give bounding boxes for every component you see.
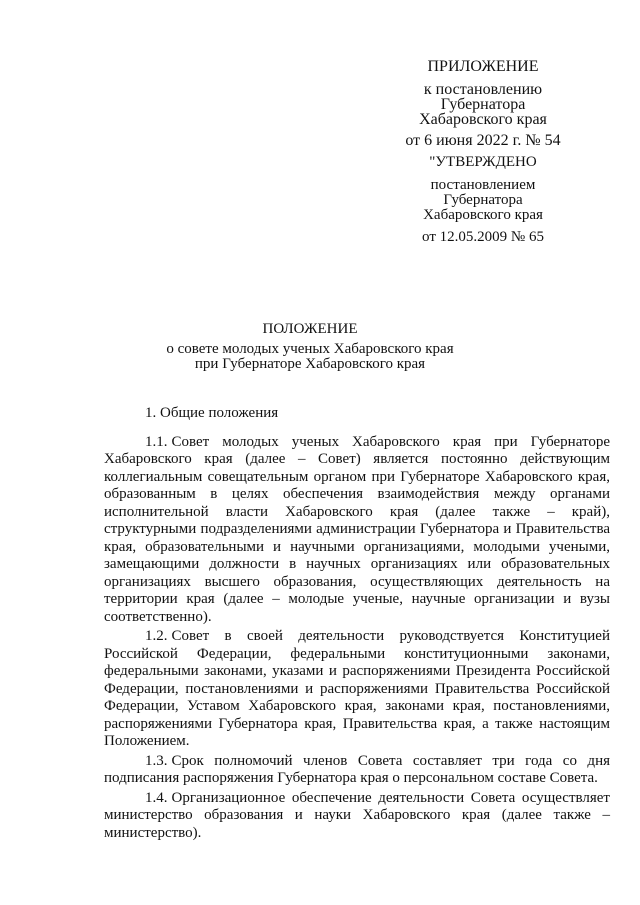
appendix-block: [388, 58, 578, 148]
paragraph-number: 1.2.: [145, 628, 168, 644]
appendix-date: от 6 июня 2022 г. № 54: [405, 132, 561, 149]
approved-line: постановлением: [430, 177, 536, 193]
paragraph-text: Срок полномочий членов Совета составляет три года со дня подписания распоряжения Губернатора края о персональном составе Совета.: [104, 752, 610, 786]
paragraph-text: Совет молодых ученых Хабаровского края при Губернаторе Хабаровского края (далее – Совет) является постоянно действующим коллегиальным совещательным органом при Губернаторе Хабаровского края, образованным в целях обеспечения взаимодействия между органами исполнительной власти Хабаровского края (далее также – край), структурными подразделениями администрации Губернатора и Правительства края, образовательными и научными организациями, молодыми учеными, замещающими должности в научных организациях или образовательных организациях высшего образования, осуществляющих деятельность на территории края (далее – молодые ученые, научные организации и вузы соответственно).: [104, 433, 610, 625]
document-subtitle: о совете молодых ученых Хабаровского края: [166, 341, 454, 357]
document-subtitle: при Губернаторе Хабаровского края: [194, 356, 426, 372]
paragraph-number: 1.3.: [145, 752, 168, 769]
approved-block: [400, 154, 566, 245]
appendix-line: Губернатора: [440, 96, 526, 113]
approved-line: Губернатора: [443, 192, 523, 208]
appendix-line: Хабаровского края: [419, 111, 547, 128]
appendix-line: к постановлению: [423, 81, 543, 98]
paragraph: [104, 434, 610, 627]
appendix-title: ПРИЛОЖЕНИЕ: [427, 58, 539, 75]
paragraph-number: 1.4.: [145, 789, 168, 806]
paragraph: [104, 628, 610, 751]
paragraph: [104, 753, 610, 788]
paragraph-text: Совет в своей деятельности руководствуется Конституцией Российской Федерации, федеральными конституционными законами, федеральными законами, указами и распоряжениями Президента Российской Федерации, постановлениями и распоряжениями Правительства Российской Федерации, Уставом Хабаровского края, законами края, постановлениями, распоряжениями Губернатора края, Правительства края, а также настоящим Положением.: [104, 628, 610, 749]
document-body: [104, 405, 610, 844]
approved-line: Хабаровского края: [423, 207, 543, 223]
section-title: 1. Общие положения: [145, 405, 279, 421]
paragraph-text: Организационное обеспечение деятельности Совета осуществляет министерство образования и науки Хабаровского края (далее также – министерство).: [104, 789, 610, 841]
approved-date: от 12.05.2009 № 65: [422, 229, 544, 245]
paragraph-number: 1.1.: [145, 433, 168, 450]
document-title: ПОЛОЖЕНИЕ: [262, 321, 358, 337]
paragraph: [104, 790, 610, 843]
document-heading: [110, 322, 510, 372]
approved-title: "УТВЕРЖДЕНО: [429, 154, 537, 170]
